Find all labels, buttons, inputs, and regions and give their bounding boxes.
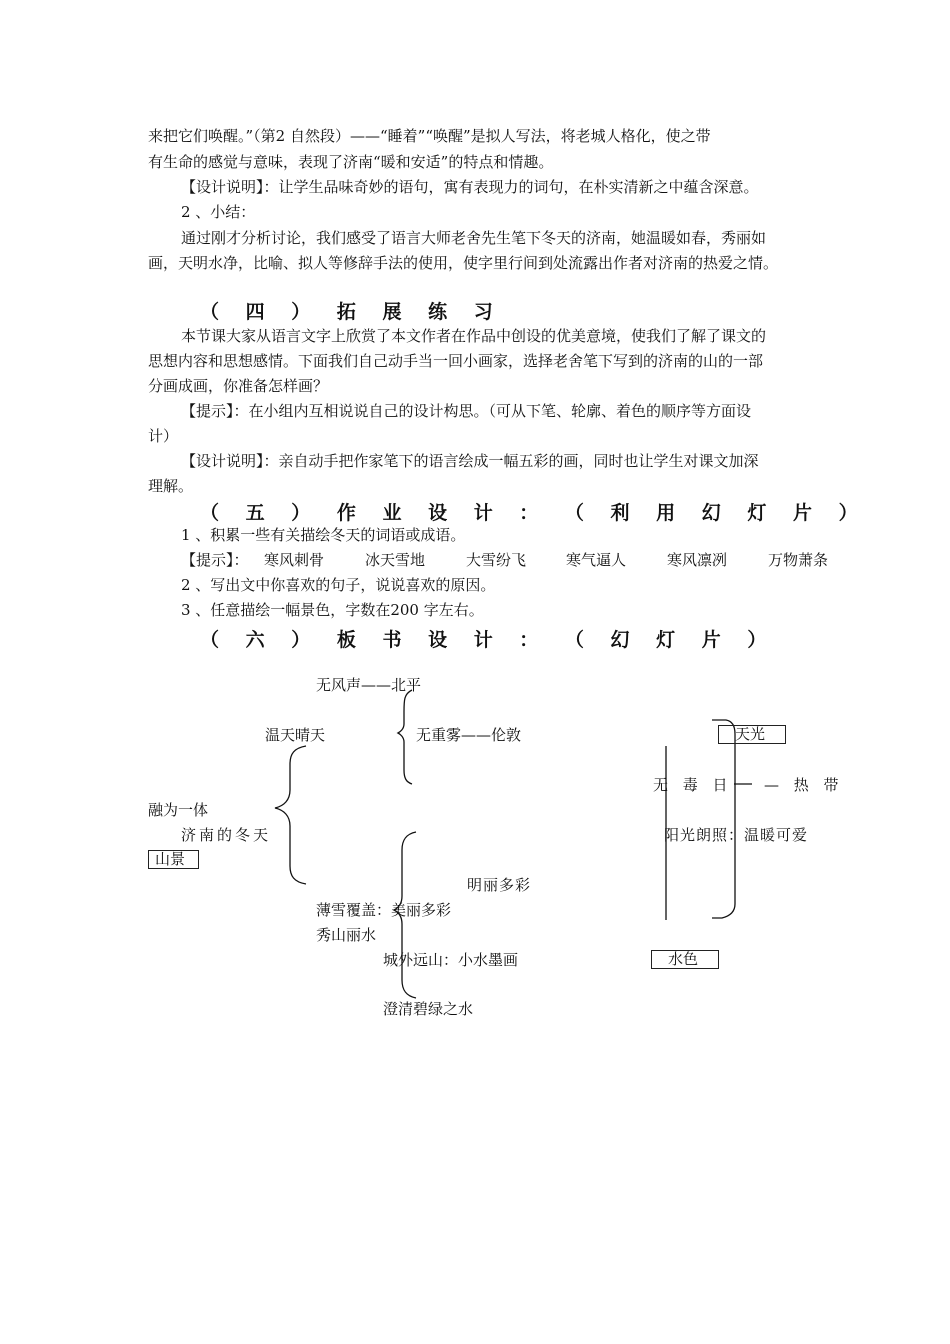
board-title: 济南的冬天 bbox=[181, 826, 272, 844]
tip-word: 冰天雪地 bbox=[365, 551, 426, 569]
brace-top bbox=[398, 690, 412, 784]
section-heading: （ 五 ） 作 业 设 计 ： （ 利 用 幻 灯 片 ） bbox=[200, 502, 868, 524]
tip-word: 万物萧条 bbox=[768, 551, 829, 569]
hint-line: 计） bbox=[148, 427, 179, 445]
board-beautiful: 秀山丽水 bbox=[316, 926, 377, 944]
section-heading: （ 六 ） 板 书 设 计 ： （ 幻 灯 片 ） bbox=[200, 629, 777, 651]
board-sunshine: 阳光朗照：温暖可爱 bbox=[664, 826, 809, 844]
summary-label: 2 、小结： bbox=[181, 203, 256, 221]
design-note: 理解。 bbox=[148, 477, 194, 495]
board-blend: 融为一体 bbox=[148, 801, 209, 819]
paragraph-line: 有生命的感觉与意味，表现了济南“暖和安适”的特点和情趣。 bbox=[148, 153, 554, 171]
board-no-fog: 无重雾——伦敦 bbox=[416, 726, 522, 744]
homework-item: 3 、任意描绘一幅景色，字数在200 字左右。 bbox=[181, 601, 484, 619]
board-mountain-box: 山景 bbox=[148, 850, 199, 869]
tip-label: 【提示】： bbox=[181, 551, 249, 569]
tip-word: 大雪纷飞 bbox=[466, 551, 527, 569]
board-snow: 薄雪覆盖：美丽多彩 bbox=[316, 901, 452, 919]
homework-item: 1 、积累一些有关描绘冬天的词语或成语。 bbox=[181, 526, 466, 544]
design-note: 【设计说明】：亲自动手把作家笔下的语言绘成一幅五彩的画，同时也让学生对课文加深 bbox=[181, 452, 759, 470]
paragraph-line: 通过刚才分析讨论，我们感受了语言大师老舍先生笔下冬天的济南，她温暖如春，秀丽如 bbox=[181, 229, 767, 247]
brace-left bbox=[275, 746, 306, 884]
board-far-hills: 城外远山：小水墨画 bbox=[383, 951, 519, 969]
paragraph-line: 分画成画，你准备怎样画？ bbox=[148, 377, 329, 395]
paragraph-line: 思想内容和思想感情。下面我们自己动手当一回小画家，选择老舍笔下写到的济南的山的一部 bbox=[148, 352, 764, 370]
design-note: 【设计说明】：让学生品味奇妙的语句，寓有表现力的词句，在朴实清新之中蕴含深意。 bbox=[181, 178, 759, 196]
board-tropical: — 热 带 bbox=[764, 776, 844, 794]
paragraph-line: 画，天明水净，比喻、拟人等修辞手法的使用，使字里行间到处流露出作者对济南的热爱之情。 bbox=[148, 254, 779, 272]
board-no-wind: 无风声——北平 bbox=[316, 676, 422, 694]
board-warm-sunny: 温天晴天 bbox=[265, 726, 326, 744]
paragraph-line: 本节课大家从语言文字上欣赏了本文作者在作品中创设的优美意境，使我们了解了课文的 bbox=[181, 327, 767, 345]
hint-line: 【提示】：在小组内互相说说自己的设计构思。（可从下笔、轮廓、着色的顺序等方面设 bbox=[181, 402, 752, 420]
tip-word: 寒气逼人 bbox=[566, 551, 627, 569]
board-bright: 明丽多彩 bbox=[467, 876, 532, 894]
board-sky-box: 天光 bbox=[718, 725, 786, 744]
homework-item: 2 、写出文中你喜欢的句子，说说喜欢的原因。 bbox=[181, 576, 496, 594]
board-water-box: 水色 bbox=[651, 950, 719, 969]
section-heading: （ 四 ） 拓 展 练 习 bbox=[200, 301, 503, 323]
board-no-poison: 无 毒 日 bbox=[653, 776, 733, 794]
tip-word: 寒风凛冽 bbox=[667, 551, 728, 569]
brace-right bbox=[712, 720, 735, 918]
board-clear-water: 澄清碧绿之水 bbox=[383, 1000, 474, 1018]
tip-word: 寒风刺骨 bbox=[264, 551, 325, 569]
paragraph-line: 来把它们唤醒。”（第2 自然段）——“睡着”“唤醒”是拟人写法，将老城人格化，使之带 bbox=[148, 127, 711, 145]
